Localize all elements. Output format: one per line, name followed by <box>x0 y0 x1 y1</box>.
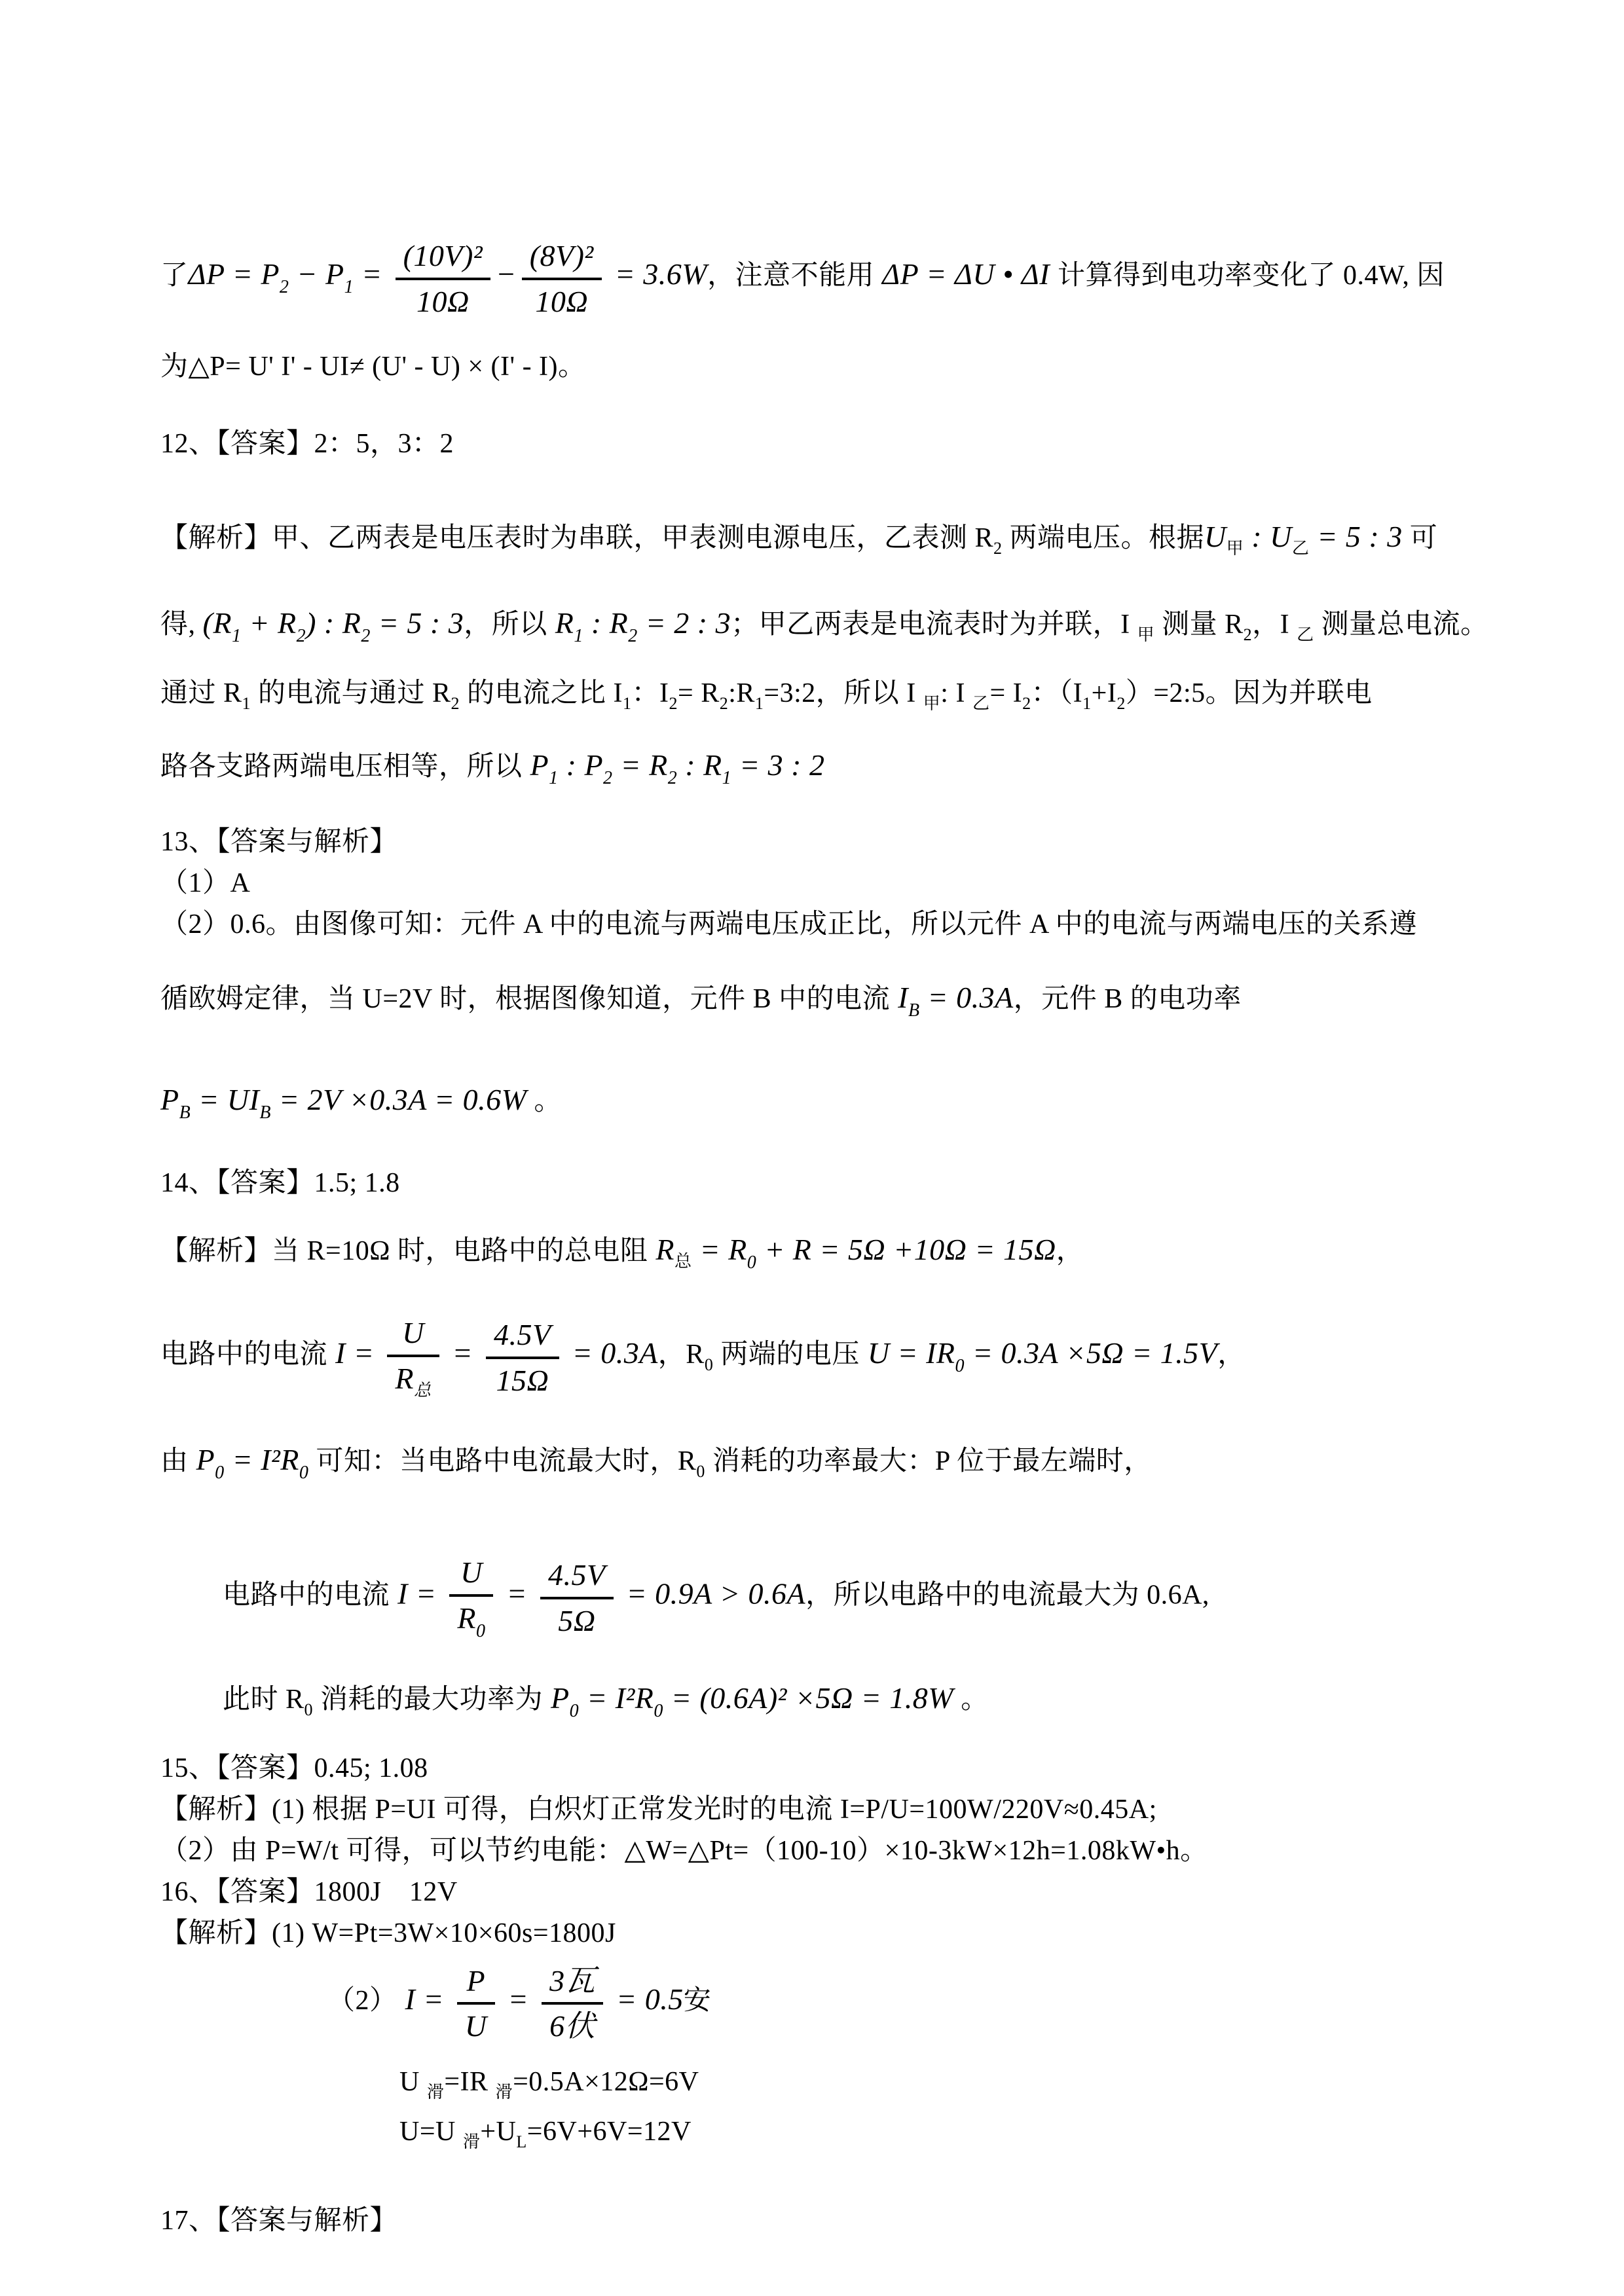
math-text: U <box>460 1556 483 1589</box>
subscript-text: 1 <box>1082 694 1092 713</box>
body-text: ，I <box>1252 610 1297 640</box>
subscript-text: B <box>179 1102 191 1123</box>
math-text: I = <box>397 1982 452 2016</box>
body-text: 安 <box>683 1985 712 2016</box>
line-q12-analysis-1 <box>160 514 1493 561</box>
math-text: 4.5V <box>494 1318 551 1351</box>
subscript-text: 2 <box>1116 694 1126 713</box>
math-text: ΔP = P <box>188 257 280 291</box>
subscript-text: 0 <box>696 1462 705 1481</box>
subscript-text: 0 <box>955 1356 965 1377</box>
body-text: 。 <box>526 1086 562 1116</box>
body-text: 消耗的功率最大：P 位于最左端时， <box>705 1446 1152 1476</box>
body-text: 计算得到电功率变化了 0.4W, 因 <box>1058 261 1445 291</box>
fraction <box>396 236 491 320</box>
subscript-text: 2 <box>296 626 306 646</box>
body-text: （2） <box>327 1985 397 2016</box>
fraction-numerator <box>396 236 491 280</box>
math-text: 10Ω <box>535 284 589 318</box>
math-text: = 0.3A <box>564 1336 658 1370</box>
math-text: 15Ω <box>496 1363 549 1397</box>
body-text: 测量 R <box>1154 610 1244 640</box>
subscript-text: 2 <box>1022 694 1031 713</box>
fraction-numerator <box>387 1313 439 1357</box>
fraction-denominator <box>449 1597 493 1643</box>
body-text: 此时 R <box>223 1684 304 1715</box>
line-q15-analysis-1 <box>160 1789 1493 1831</box>
subscript-text: 乙 <box>1297 625 1314 644</box>
subscript-text: 2 <box>451 694 460 713</box>
body-text: ， <box>1217 1339 1246 1370</box>
body-text: 12、【答案】2：5，3：2 <box>160 429 454 459</box>
math-text: = R <box>692 1233 747 1266</box>
body-text: 【解析】(1) W=Pt=3W×10×60s=1800J <box>160 1918 616 1948</box>
math-text: = UI <box>191 1083 260 1116</box>
math-text: R <box>457 1601 476 1635</box>
subscript-text: 甲 <box>923 694 941 713</box>
body-text: 6伏 <box>549 2009 596 2043</box>
fraction-denominator <box>396 280 491 321</box>
subscript-text: 1 <box>231 626 242 646</box>
subscript-text: 0 <box>304 1700 314 1719</box>
body-text: 为△P= U' I' - UI≠ (U' - U) × (I' - I)。 <box>160 352 586 382</box>
math-text: P <box>160 1083 179 1116</box>
line-q14-analysis-4 <box>223 1552 1493 1643</box>
fraction-denominator <box>457 2005 495 2045</box>
fraction <box>522 236 602 320</box>
math-text: = 0.3A <box>919 981 1014 1014</box>
math-text: : R <box>677 748 722 782</box>
math-text: I = <box>327 1336 382 1370</box>
subscript-text: 0 <box>654 1700 663 1721</box>
subscript-text: 1 <box>623 694 632 713</box>
math-text: I = <box>390 1576 445 1611</box>
body-text: 14、【答案】1.5; 1.8 <box>160 1168 400 1198</box>
math-text: P <box>188 1443 215 1476</box>
fraction <box>542 1961 603 2045</box>
fraction-denominator <box>486 1359 559 1400</box>
body-text: 可知：当电路中电流最大时，R <box>308 1446 697 1476</box>
math-text: = <box>354 257 390 291</box>
body-text: （2）0.6。由图像可知：元件 A 中的电流与两端电压成正比，所以元件 A 中的电流与两端电压的关系遵 <box>160 909 1418 939</box>
math-text: = I²R <box>224 1443 299 1476</box>
body-text: 两端电压。根据 <box>1002 523 1205 553</box>
math-text: = I²R <box>579 1681 654 1715</box>
body-text: :R <box>728 678 755 708</box>
line-q13-header <box>160 822 1493 863</box>
body-text: ，元件 B 的电功率 <box>1013 984 1242 1014</box>
math-text: = 0.9A > 0.6A <box>618 1576 806 1611</box>
subscript-text: 2 <box>719 694 729 713</box>
fraction-numerator <box>486 1315 559 1359</box>
subscript-text: 1 <box>722 768 732 788</box>
subscript-text: 2 <box>603 768 613 788</box>
math-text: 10Ω <box>416 284 470 318</box>
line-q15-analysis-2 <box>160 1831 1493 1872</box>
body-text: ， <box>1056 1236 1084 1266</box>
line-q12-answer <box>160 424 1493 465</box>
math-text: I <box>890 981 908 1014</box>
subscript-text: 2 <box>1243 625 1253 644</box>
subscript-text: 滑 <box>426 2082 445 2102</box>
fraction-denominator <box>542 2005 603 2045</box>
subscript-text: 2 <box>667 768 678 788</box>
line-formula-deltaP <box>160 236 1493 320</box>
body-text: 【解析】甲、乙两表是电压表时为串联，甲表测电源电压，乙表测 R <box>160 523 994 553</box>
fraction-numerator <box>540 1555 614 1599</box>
fraction <box>387 1313 439 1401</box>
math-text: R <box>395 1361 414 1395</box>
body-text: ：I <box>631 678 669 708</box>
line-q12-analysis-2 <box>160 600 1493 650</box>
subscript-text: 乙 <box>972 694 990 713</box>
body-text: = R <box>678 678 720 708</box>
subscript-text: 1 <box>344 277 354 298</box>
body-text: 17、【答案与解析】 <box>160 2205 398 2236</box>
subscript-text: 2 <box>628 626 638 646</box>
subscript-text: 总 <box>413 1380 432 1400</box>
math-text: = (0.6A)² ×5Ω = 1.8W <box>663 1681 954 1715</box>
subscript-text: B <box>908 1000 920 1021</box>
math-text: = 3 : 2 <box>731 748 825 782</box>
body-text: 【解析】当 R=10Ω 时，电路中的总电阻 <box>160 1236 648 1266</box>
math-text: R <box>648 1233 675 1266</box>
body-text: 可 <box>1402 523 1438 553</box>
math-text: P <box>543 1681 570 1715</box>
body-text: ，所以 <box>464 610 547 640</box>
body-text: 循欧姆定律，当 U=2V 时，根据图像知道，元件 B 中的电流 <box>160 984 891 1014</box>
math-text: = 5 : 3 <box>1309 520 1403 553</box>
subscript-text: 0 <box>215 1463 225 1483</box>
fraction-denominator <box>540 1599 614 1640</box>
fraction <box>449 1552 493 1643</box>
math-text: 4.5V <box>548 1558 606 1592</box>
body-text: =6V+6V=12V <box>526 2116 692 2147</box>
math-text: U <box>464 2009 487 2043</box>
body-text: +I <box>1091 678 1117 708</box>
math-text: = 5 : 3 <box>370 606 464 640</box>
math-text: = R <box>612 748 668 782</box>
line-q16-answer <box>160 1872 1493 1913</box>
math-text: = <box>500 1982 537 2016</box>
math-text: : P <box>558 748 604 782</box>
line-q14-analysis-2 <box>160 1313 1493 1401</box>
fraction <box>486 1315 559 1399</box>
math-text: − P <box>289 257 344 291</box>
line-q14-analysis-5 <box>223 1675 1493 1725</box>
body-text: （2）由 P=W/t 可得，可以节约电能：△W=△Pt=（100-10）×10-3kW×12h=1.08kW•h。 <box>160 1835 1208 1866</box>
body-text: U=U <box>399 2116 463 2147</box>
body-text: : I <box>940 678 972 708</box>
math-text: + R = 5Ω +10Ω = 15Ω <box>756 1233 1056 1266</box>
subscript-text: 1 <box>574 626 583 646</box>
line-q13-formula <box>160 1077 1493 1127</box>
math-text: = 2 : 3 <box>637 606 731 640</box>
body-text: 的电流与通过 R <box>251 678 451 708</box>
body-text: ，注意不能用 <box>707 261 875 291</box>
body-text: ）=2:5。因为并联电 <box>1125 678 1373 708</box>
body-text: （1）A <box>160 868 251 898</box>
body-text: 测量总电流。 <box>1314 610 1488 640</box>
body-text: 路各支路两端电压相等，所以 <box>160 752 523 782</box>
fraction-numerator <box>449 1552 493 1597</box>
line-q12-analysis-3 <box>160 673 1493 716</box>
subscript-text: 0 <box>747 1252 757 1273</box>
subscript-text: 2 <box>669 694 678 713</box>
math-text: P <box>466 1963 486 1997</box>
line-q16-analysis-3 <box>399 2062 1493 2105</box>
line-q16-analysis-2 <box>327 1961 1493 2045</box>
math-text: P <box>522 748 549 782</box>
subscript-text: 1 <box>242 694 251 713</box>
line-q16-analysis-1 <box>160 1913 1493 1954</box>
body-text: =IR <box>444 2066 496 2097</box>
math-text: : R <box>583 606 629 640</box>
subscript-text: 2 <box>361 626 371 646</box>
subscript-text: 1 <box>549 768 559 788</box>
body-text: U <box>399 2066 427 2097</box>
document-content <box>160 236 1493 2242</box>
line-q17-header <box>160 2200 1493 2242</box>
fraction-numerator <box>457 1961 495 2005</box>
math-text: R <box>547 606 574 640</box>
body-text: = I <box>989 678 1023 708</box>
line-q12-analysis-4 <box>160 742 1493 792</box>
body-text: ，R <box>657 1339 705 1370</box>
math-text: = 0.3A ×5Ω = 1.5V <box>965 1336 1218 1370</box>
line-q13-part2 <box>160 904 1493 945</box>
subscript-text: L <box>516 2132 527 2151</box>
math-text: ΔP = ΔU • ΔI <box>874 257 1058 291</box>
subscript-text: 0 <box>704 1355 714 1375</box>
math-text: U = IR <box>859 1336 955 1370</box>
math-text: (8V)² <box>529 239 594 272</box>
math-text: = 0.5 <box>608 1982 684 2016</box>
subscript-text: 滑 <box>495 2082 513 2102</box>
line-formula-deltaP-2 <box>160 346 1493 388</box>
subscript-text: 1 <box>754 694 764 713</box>
body-text: ；甲乙两表是电流表时为并联，I <box>731 610 1137 640</box>
subscript-text: 甲 <box>1226 539 1244 558</box>
line-q16-analysis-4 <box>399 2111 1493 2155</box>
math-text: = 2V ×0.3A = 0.6W <box>270 1083 527 1116</box>
body-text: 得, <box>160 610 203 640</box>
body-text: 通过 R <box>160 678 242 708</box>
body-text: =0.5A×12Ω=6V <box>513 2066 699 2097</box>
line-q13-part2b <box>160 975 1493 1025</box>
fraction-denominator <box>522 280 602 321</box>
subscript-text: 0 <box>569 1700 580 1721</box>
subscript-text: 甲 <box>1137 625 1155 644</box>
body-text: 消耗的最大功率为 <box>313 1684 544 1715</box>
line-q15-answer <box>160 1748 1493 1789</box>
body-text: 两端的电压 <box>713 1339 860 1370</box>
body-text: 电路中的电流 <box>160 1339 328 1370</box>
body-text: 由 <box>160 1446 189 1476</box>
body-text: ：（I <box>1031 678 1083 708</box>
math-text: = <box>498 1576 536 1611</box>
math-text: (R <box>202 606 232 640</box>
body-text: 3瓦 <box>549 1963 596 1997</box>
subscript-text: 2 <box>279 277 289 298</box>
fraction-denominator <box>387 1357 439 1402</box>
line-q13-part1 <box>160 863 1493 904</box>
fraction <box>457 1961 495 2045</box>
line-q14-analysis-3 <box>160 1437 1493 1487</box>
body-text: 【解析】(1) 根据 P=UI 可得，白炽灯正常发光时的电流 I=P/U=100W/220V≈0.45A; <box>160 1794 1157 1825</box>
math-text: : U <box>1244 520 1292 553</box>
subscript-text: 0 <box>475 1620 486 1641</box>
body-text: 电路中的电流 <box>223 1580 390 1611</box>
body-text: 15、【答案】0.45; 1.08 <box>160 1753 428 1783</box>
math-text: + R <box>241 606 297 640</box>
fraction <box>540 1555 614 1639</box>
subscript-text: 2 <box>993 539 1003 558</box>
math-text: (10V)² <box>403 239 483 272</box>
subscript-text: B <box>259 1102 271 1123</box>
fraction-numerator <box>542 1961 603 2005</box>
body-text: 。 <box>953 1684 989 1715</box>
line-q14-analysis-1 <box>160 1227 1493 1277</box>
math-text: U <box>402 1316 424 1349</box>
body-text: 16、【答案】1800J 12V <box>160 1876 458 1907</box>
line-q14-answer <box>160 1163 1493 1204</box>
fraction-numerator <box>522 236 602 280</box>
body-text: ，所以电路中的电流最大为 0.6A, <box>805 1580 1209 1611</box>
subscript-text: 乙 <box>1291 539 1310 558</box>
subscript-text: 滑 <box>462 2132 481 2151</box>
body-text: 13、【答案与解析】 <box>160 827 398 857</box>
math-text: ) : R <box>306 606 361 640</box>
body-text: =3:2，所以 I <box>764 678 923 708</box>
math-text: = 3.6W <box>606 257 708 291</box>
subscript-text: 0 <box>299 1463 309 1483</box>
subscript-text: 总 <box>674 1252 692 1271</box>
math-text: U <box>1204 520 1227 553</box>
math-text: − <box>496 257 517 291</box>
body-text: 的电流之比 I <box>460 678 623 708</box>
body-text: +U <box>480 2116 517 2147</box>
body-text: 了 <box>160 261 189 291</box>
math-text: 5Ω <box>558 1603 596 1637</box>
math-text: = <box>444 1336 481 1370</box>
